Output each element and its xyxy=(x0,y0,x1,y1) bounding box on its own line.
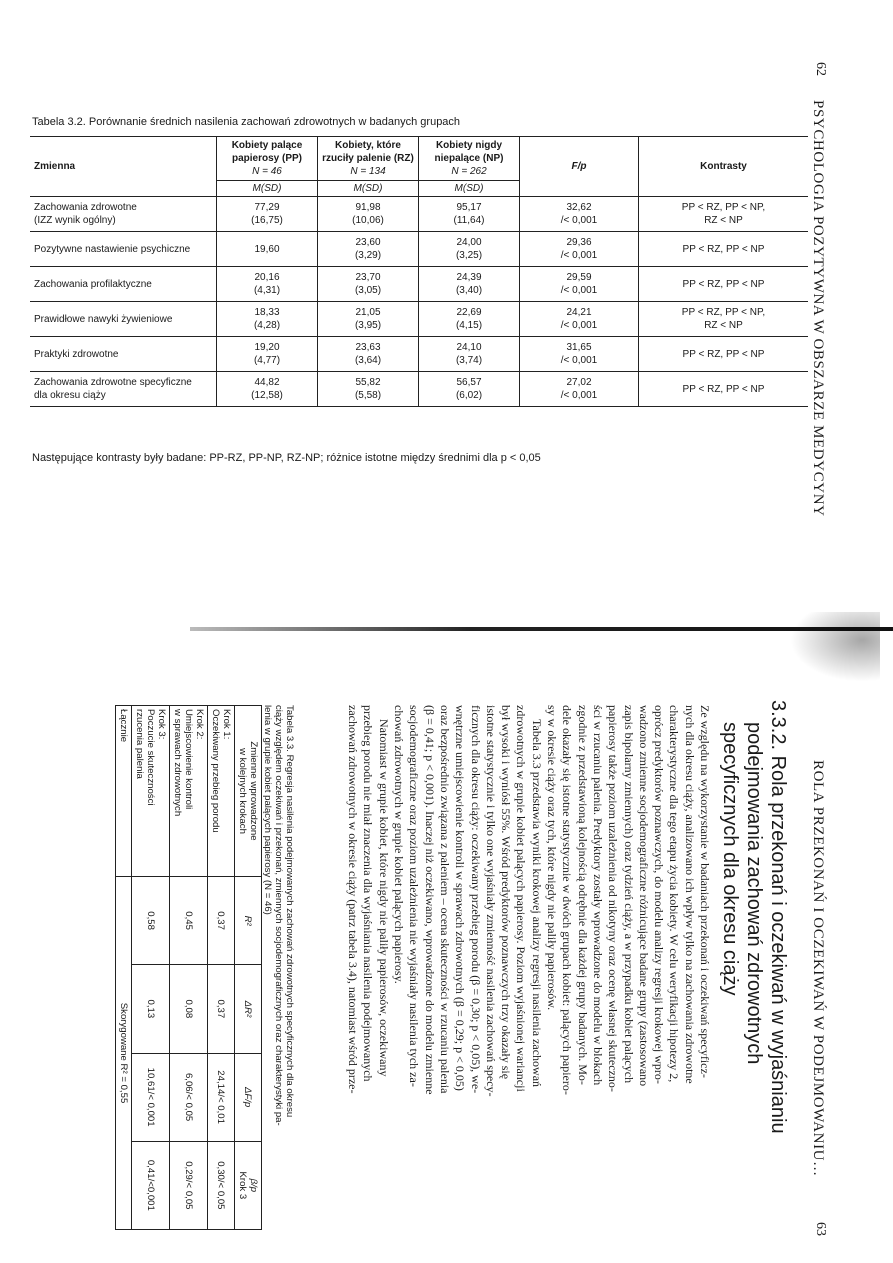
paragraph-line: Tabela 3.3 przedstawia wyniki krokowej analizy regresji nasilenia zachowań xyxy=(529,719,544,1088)
table-caption: Tabela 3.2. Porównanie średnich nasilenia zachowań zdrowotnych w badanych grupach xyxy=(32,116,461,128)
t33-header-dr2: ΔR² xyxy=(235,965,262,1053)
header-fp: F/p xyxy=(520,137,639,197)
running-head-62: PSYCHOLOGIA POZYTYWNA W OBSZARZE MEDYCYNY xyxy=(810,100,826,517)
paragraph-line: socjodemograficzne oraz poziom uzależnienia nie wyjaśniały nasilenia tych za- xyxy=(407,705,422,1087)
header-pp: Kobiety palące papierosy (PP) N = 46 xyxy=(217,137,318,181)
table-3-3-caption xyxy=(262,705,295,1225)
paragraph-line: (β = 0,41; p < 0,001). Inaczej niż oczekiwano, wprowadzone do modelu zmienne xyxy=(422,705,437,1095)
paragraph-line: Ze względu na wykorzystanie w badaniach przekonań i oczekiwań specyficz- xyxy=(698,705,712,1078)
page-number-62: 62 xyxy=(813,62,828,76)
paragraph-line: przebieg porodu nie miał znaczenia dla wyjaśniania nasilenia podejmowanych xyxy=(361,705,376,1082)
regression-table xyxy=(115,705,262,1230)
header-msd: M(SD) xyxy=(318,181,419,197)
t33-header-var: Zmienne wprowadzone w kolejnych krokach xyxy=(235,706,262,877)
paragraph-line: był wysoki i wyniósł 55%. Wśród predyktorów poznawczych trzy okazały się xyxy=(499,705,514,1080)
header-contrasts: Kontrasty xyxy=(639,137,809,197)
t33-header-r2: R² xyxy=(235,877,262,965)
caption-line: Tabela 3.3. Regresja nasilenia podejmowanych zachowań zdrowotnych specyficznych dla okresu xyxy=(284,705,295,1118)
header-np: Kobiety nigdy niepalące (NP) N = 262 xyxy=(419,137,520,181)
table-row: Praktyki zdrowotne 19,20 (4,77) 23,63 (3,64) 24,10 (3,74) 31,65 /< 0,001 PP < RZ, PP < NP xyxy=(30,337,808,372)
comparison-table xyxy=(30,136,808,407)
paragraph-line: wnętrzne umiejscowienie kontroli w sprawach zdrowotnych (β = 0,29; p < 0,05) xyxy=(453,705,468,1091)
paragraph-line: ficznych dla okresu ciąży: oczekiwany przebieg porodu (β = 0,30; p < 0,05), we- xyxy=(468,705,483,1094)
caption-line: ciąży względem oczekiwań i przekonań, zmiennych socjodemograficznych oraz charakterystyki pa- xyxy=(273,705,284,1126)
paragraph-line: Natomiast w grupie kobiet, które nigdy nie paliły papierosów, oczekiwany xyxy=(376,719,391,1077)
t33-header-df: ΔF/p xyxy=(235,1053,262,1141)
paragraph-line: istotne statystycznie i tylko one wyjaśniały zmienność nasilenia zachowań specy- xyxy=(483,705,498,1097)
header-variable: Zmienna xyxy=(30,137,217,197)
table-row-total: Łącznie Skorygowane R² = 0,55 xyxy=(116,706,132,1230)
table-row: Prawidłowe nawyki żywieniowe 18,33 (4,28) 21,05 (3,95) 22,69 (4,15) 24,21 /< 0,001 PP < RZ, PP < NP, RZ < NP xyxy=(30,302,808,337)
paragraph-line: chowań zdrowotnych w grupie kobiet palących papierosy. xyxy=(392,705,407,984)
header-msd: M(SD) xyxy=(217,181,318,197)
header-msd: M(SD) xyxy=(419,181,520,197)
t33-header-beta: β/p Krok 3 xyxy=(235,1141,262,1229)
page-gutter-shadow xyxy=(190,627,893,631)
paragraph-line: zapis bipolarny zmiennych) oraz tydzień ciąży, a w przypadku kobiet palących xyxy=(621,705,636,1084)
table-row: Krok 3: Poczucie skuteczności rzucenia palenia 0,58 0,13 10,61/< 0,001 0,41/<0,001 xyxy=(132,706,170,1230)
table-row: Zachowania zdrowotne (IZZ wynik ogólny) 77,29 (16,75) 91,98 (10,06) 95,17 (11,64) 32,62 /< 0,001 PP < RZ, PP < NP, RZ < NP xyxy=(30,197,808,232)
body-paragraph xyxy=(345,705,712,1225)
table-row: Zachowania profilaktyczne 20,16 (4,31) 23,70 (3,05) 24,39 (3,40) 29,59 /< 0,001 PP < RZ, PP < NP xyxy=(30,267,808,302)
paragraph-line: ści w rzucaniu palenia. Predyktory zostały wprowadzone do modelu w blokach xyxy=(590,705,605,1086)
header-rz: Kobiety, które rzuciły palenie (RZ) N = 134 xyxy=(318,137,419,181)
caption-line: lenia w grupie kobiet palących papierosy (N = 46) xyxy=(262,705,273,915)
paragraph-line: oraz bezpośrednio związana z paleniem – ocena skuteczności w rzucaniu palenia xyxy=(437,705,452,1094)
paragraph-line: dele okazały się istotne statystycznie w dwóch grupach kobiet: palących papiero- xyxy=(560,705,575,1095)
paragraph-line: papierosy także poziom uzależnienia od nikotyny oraz ocenę własnej skuteczno- xyxy=(606,705,621,1092)
paragraph-line: sy w okresie ciąży oraz tych, które nigdy nie paliły papierosów. xyxy=(545,705,560,1011)
paragraph-line: oprócz predyktorów poznawczych, do modelu analizy regresji krokowej wpro- xyxy=(652,705,667,1084)
table-row: Krok 1: Oczekiwany przebieg porodu 0,37 0,37 24,14/< 0,01 0,30/< 0,05 xyxy=(208,706,235,1230)
table-row: Zachowania zdrowotne specyficzne dla okresu ciąży 44,82 (12,58) 55,82 (5,58) 56,57 (6,02) 27,02 /< 0,001 PP < RZ, PP < NP xyxy=(30,372,808,407)
table-row: Pozytywne nastawienie psychiczne 19,60 23,60 (3,29) 24,00 (3,25) 29,36 /< 0,001 PP < RZ, PP < NP xyxy=(30,232,808,267)
paragraph-line: wadzono zmienne socjodemograficzne różnicujące badane grupy (zastosowano xyxy=(636,705,651,1087)
paragraph-line: charakterystyczne dla tego etapu życia kobiety. W celu weryfikacji hipotezy 2, xyxy=(667,705,682,1083)
section-title: 3.3.2. Rola przekonań i oczekiwań w wyjaśnianiu podejmowania zachowań zdrowotnych specyficznych dla okresu ciąży xyxy=(719,700,789,1134)
paragraph-line: zgodnie z przedstawioną kolejnością odrębnie dla każdej grupy badanych. Mo- xyxy=(575,705,590,1085)
paragraph-line: zdrowotnych w grupie kobiet palących papierosy. Poziom wyjaśnionej wariancji xyxy=(514,705,529,1092)
table-note: Następujące kontrasty były badane: PP-RZ, PP-NP, RZ-NP; różnice istotne między średnimi dla p < 0,05 xyxy=(32,452,541,464)
paragraph-line: nych dla okresu ciąży, analizowano ich wpływ tylko na zachowania zdrowotne xyxy=(682,705,697,1084)
table-row: Krok 2: Umiejscowienie kontroli w sprawach zdrowotnych 0,45 0,08 6,06/< 0,05 0,29/< 0,05 xyxy=(170,706,208,1230)
running-head-63: ROLA PRZEKONAŃ I OCZEKIWAŃ W PODEJMOWANIU… xyxy=(810,760,826,1177)
paragraph-line: zachowań zdrowotnych w okresie ciąży (patrz tabela 3.4), natomiast wśród prze- xyxy=(346,705,361,1094)
page-number-63: 63 xyxy=(813,1222,828,1236)
page-fold-shadow xyxy=(790,612,880,682)
table-3-3-wrap xyxy=(115,705,262,1230)
